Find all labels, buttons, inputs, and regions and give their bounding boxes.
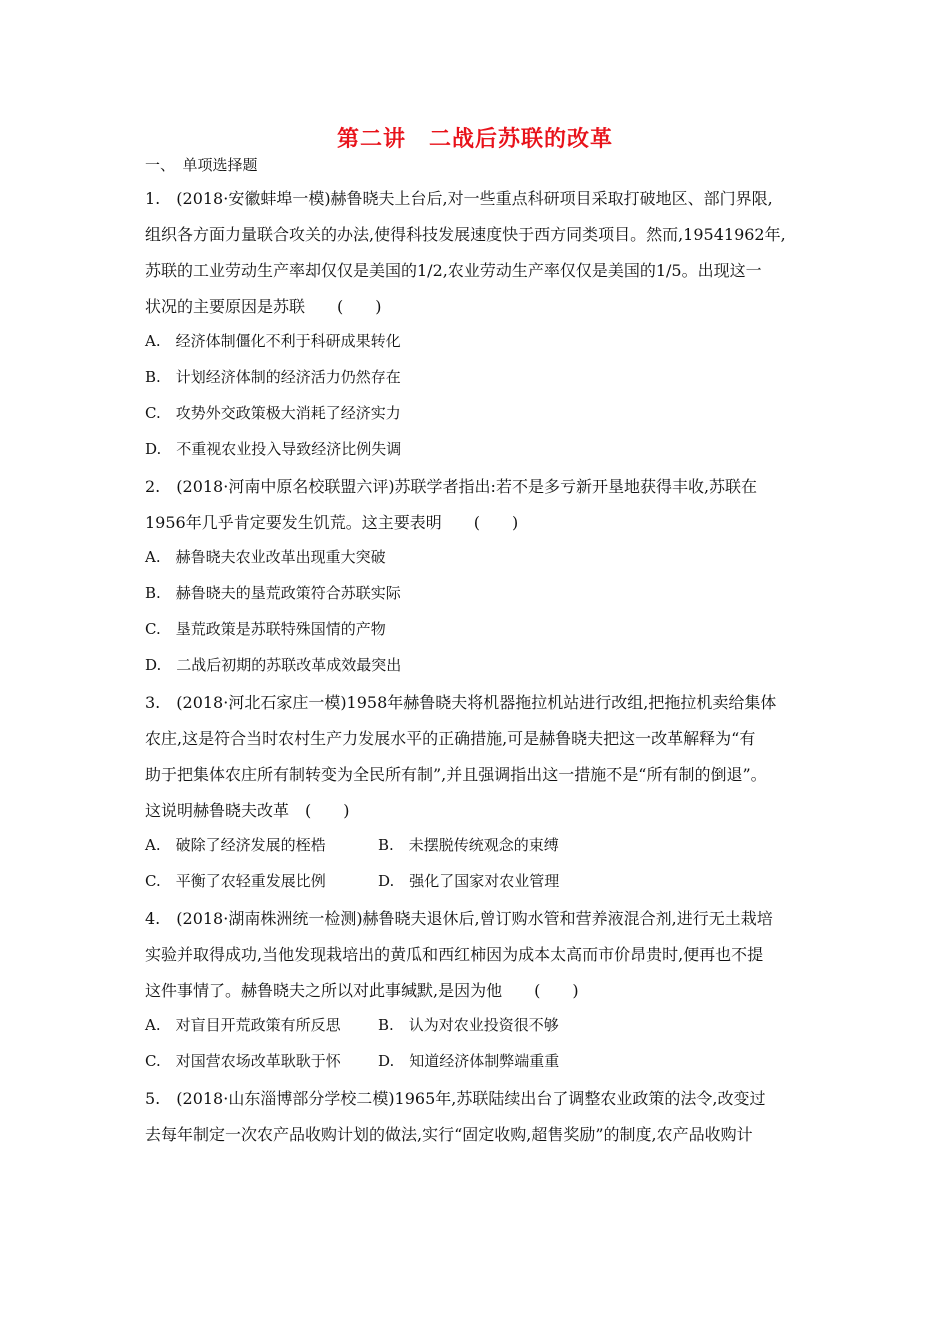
question-4-line: 4. (2018·湖南株洲统一检测)赫鲁晓夫退休后,曾订购水管和营养液混合剂,进行无土栽培 [145, 909, 773, 928]
question-4-option-c[interactable]: C. 对国营农场改革耿耿于怀 [145, 1052, 341, 1070]
question-1-option-a[interactable]: A. 经济体制僵化不利于科研成果转化 [145, 332, 401, 350]
question-1-line: 组织各方面力量联合攻关的办法,使得科技发展速度快于西方同类项目。然而,19541962年, [145, 225, 786, 244]
question-2-line: 1956年几乎肯定要发生饥荒。这主要表明 ( ) [145, 513, 519, 532]
question-4-line: 这件事情了。赫鲁晓夫之所以对此事缄默,是因为他 ( ) [145, 981, 579, 1000]
question-4-option-a[interactable]: A. 对盲目开荒政策有所反思 [145, 1016, 341, 1034]
question-3-line: 这说明赫鲁晓夫改革 ( ) [145, 801, 350, 820]
question-3-option-c[interactable]: C. 平衡了农轻重发展比例 [145, 872, 326, 890]
question-4-line: 实验并取得成功,当他发现栽培出的黄瓜和西红柿因为成本太高而市价昂贵时,便再也不提 [145, 945, 764, 964]
question-4-option-d[interactable]: D. 知道经济体制弊端重重 [378, 1052, 560, 1070]
question-1-line: 状况的主要原因是苏联 ( ) [145, 297, 382, 316]
section-heading: 一、 单项选择题 [145, 156, 258, 174]
question-1-option-d[interactable]: D. 不重视农业投入导致经济比例失调 [145, 440, 402, 458]
question-1-line: 苏联的工业劳动生产率却仅仅是美国的1/2,农业劳动生产率仅仅是美国的1/5。出现这一 [145, 261, 762, 280]
question-1-option-b[interactable]: B. 计划经济体制的经济活力仍然存在 [145, 368, 401, 386]
question-2-option-d[interactable]: D. 二战后初期的苏联改革成效最突出 [145, 656, 402, 674]
question-2-option-a[interactable]: A. 赫鲁晓夫农业改革出现重大突破 [145, 548, 386, 566]
question-1-line: 1. (2018·安徽蚌埠一模)赫鲁晓夫上台后,对一些重点科研项目采取打破地区、部门界限, [145, 189, 773, 208]
question-5-line: 去每年制定一次农产品收购计划的做法,实行“固定收购,超售奖励”的制度,农产品收购计 [145, 1125, 753, 1144]
question-3-option-b[interactable]: B. 未摆脱传统观念的束缚 [378, 836, 559, 854]
question-3-line: 助于把集体农庄所有制转变为全民所有制”,并且强调指出这一措施不是“所有制的倒退”。 [145, 765, 767, 784]
question-3-line: 农庄,这是符合当时农村生产力发展水平的正确措施,可是赫鲁晓夫把这一改革解释为“有 [145, 729, 756, 748]
question-2-line: 2. (2018·河南中原名校联盟六评)苏联学者指出:若不是多亏新开垦地获得丰收,苏联在 [145, 477, 758, 496]
page-title: 第二讲 二战后苏联的改革 [336, 127, 613, 152]
question-3-line: 3. (2018·河北石家庄一模)1958年赫鲁晓夫将机器拖拉机站进行改组,把拖拉机卖给集体 [145, 693, 777, 712]
question-5-line: 5. (2018·山东淄博部分学校二模)1965年,苏联陆续出台了调整农业政策的法令,改变过 [145, 1089, 766, 1108]
question-2-option-c[interactable]: C. 垦荒政策是苏联特殊国情的产物 [145, 620, 386, 638]
question-2-option-b[interactable]: B. 赫鲁晓夫的垦荒政策符合苏联实际 [145, 584, 401, 602]
question-3-option-d[interactable]: D. 强化了国家对农业管理 [378, 872, 560, 890]
question-1-option-c[interactable]: C. 攻势外交政策极大消耗了经济实力 [145, 404, 401, 422]
question-3-option-a[interactable]: A. 破除了经济发展的桎梏 [145, 836, 326, 854]
question-4-option-b[interactable]: B. 认为对农业投资很不够 [378, 1016, 559, 1034]
